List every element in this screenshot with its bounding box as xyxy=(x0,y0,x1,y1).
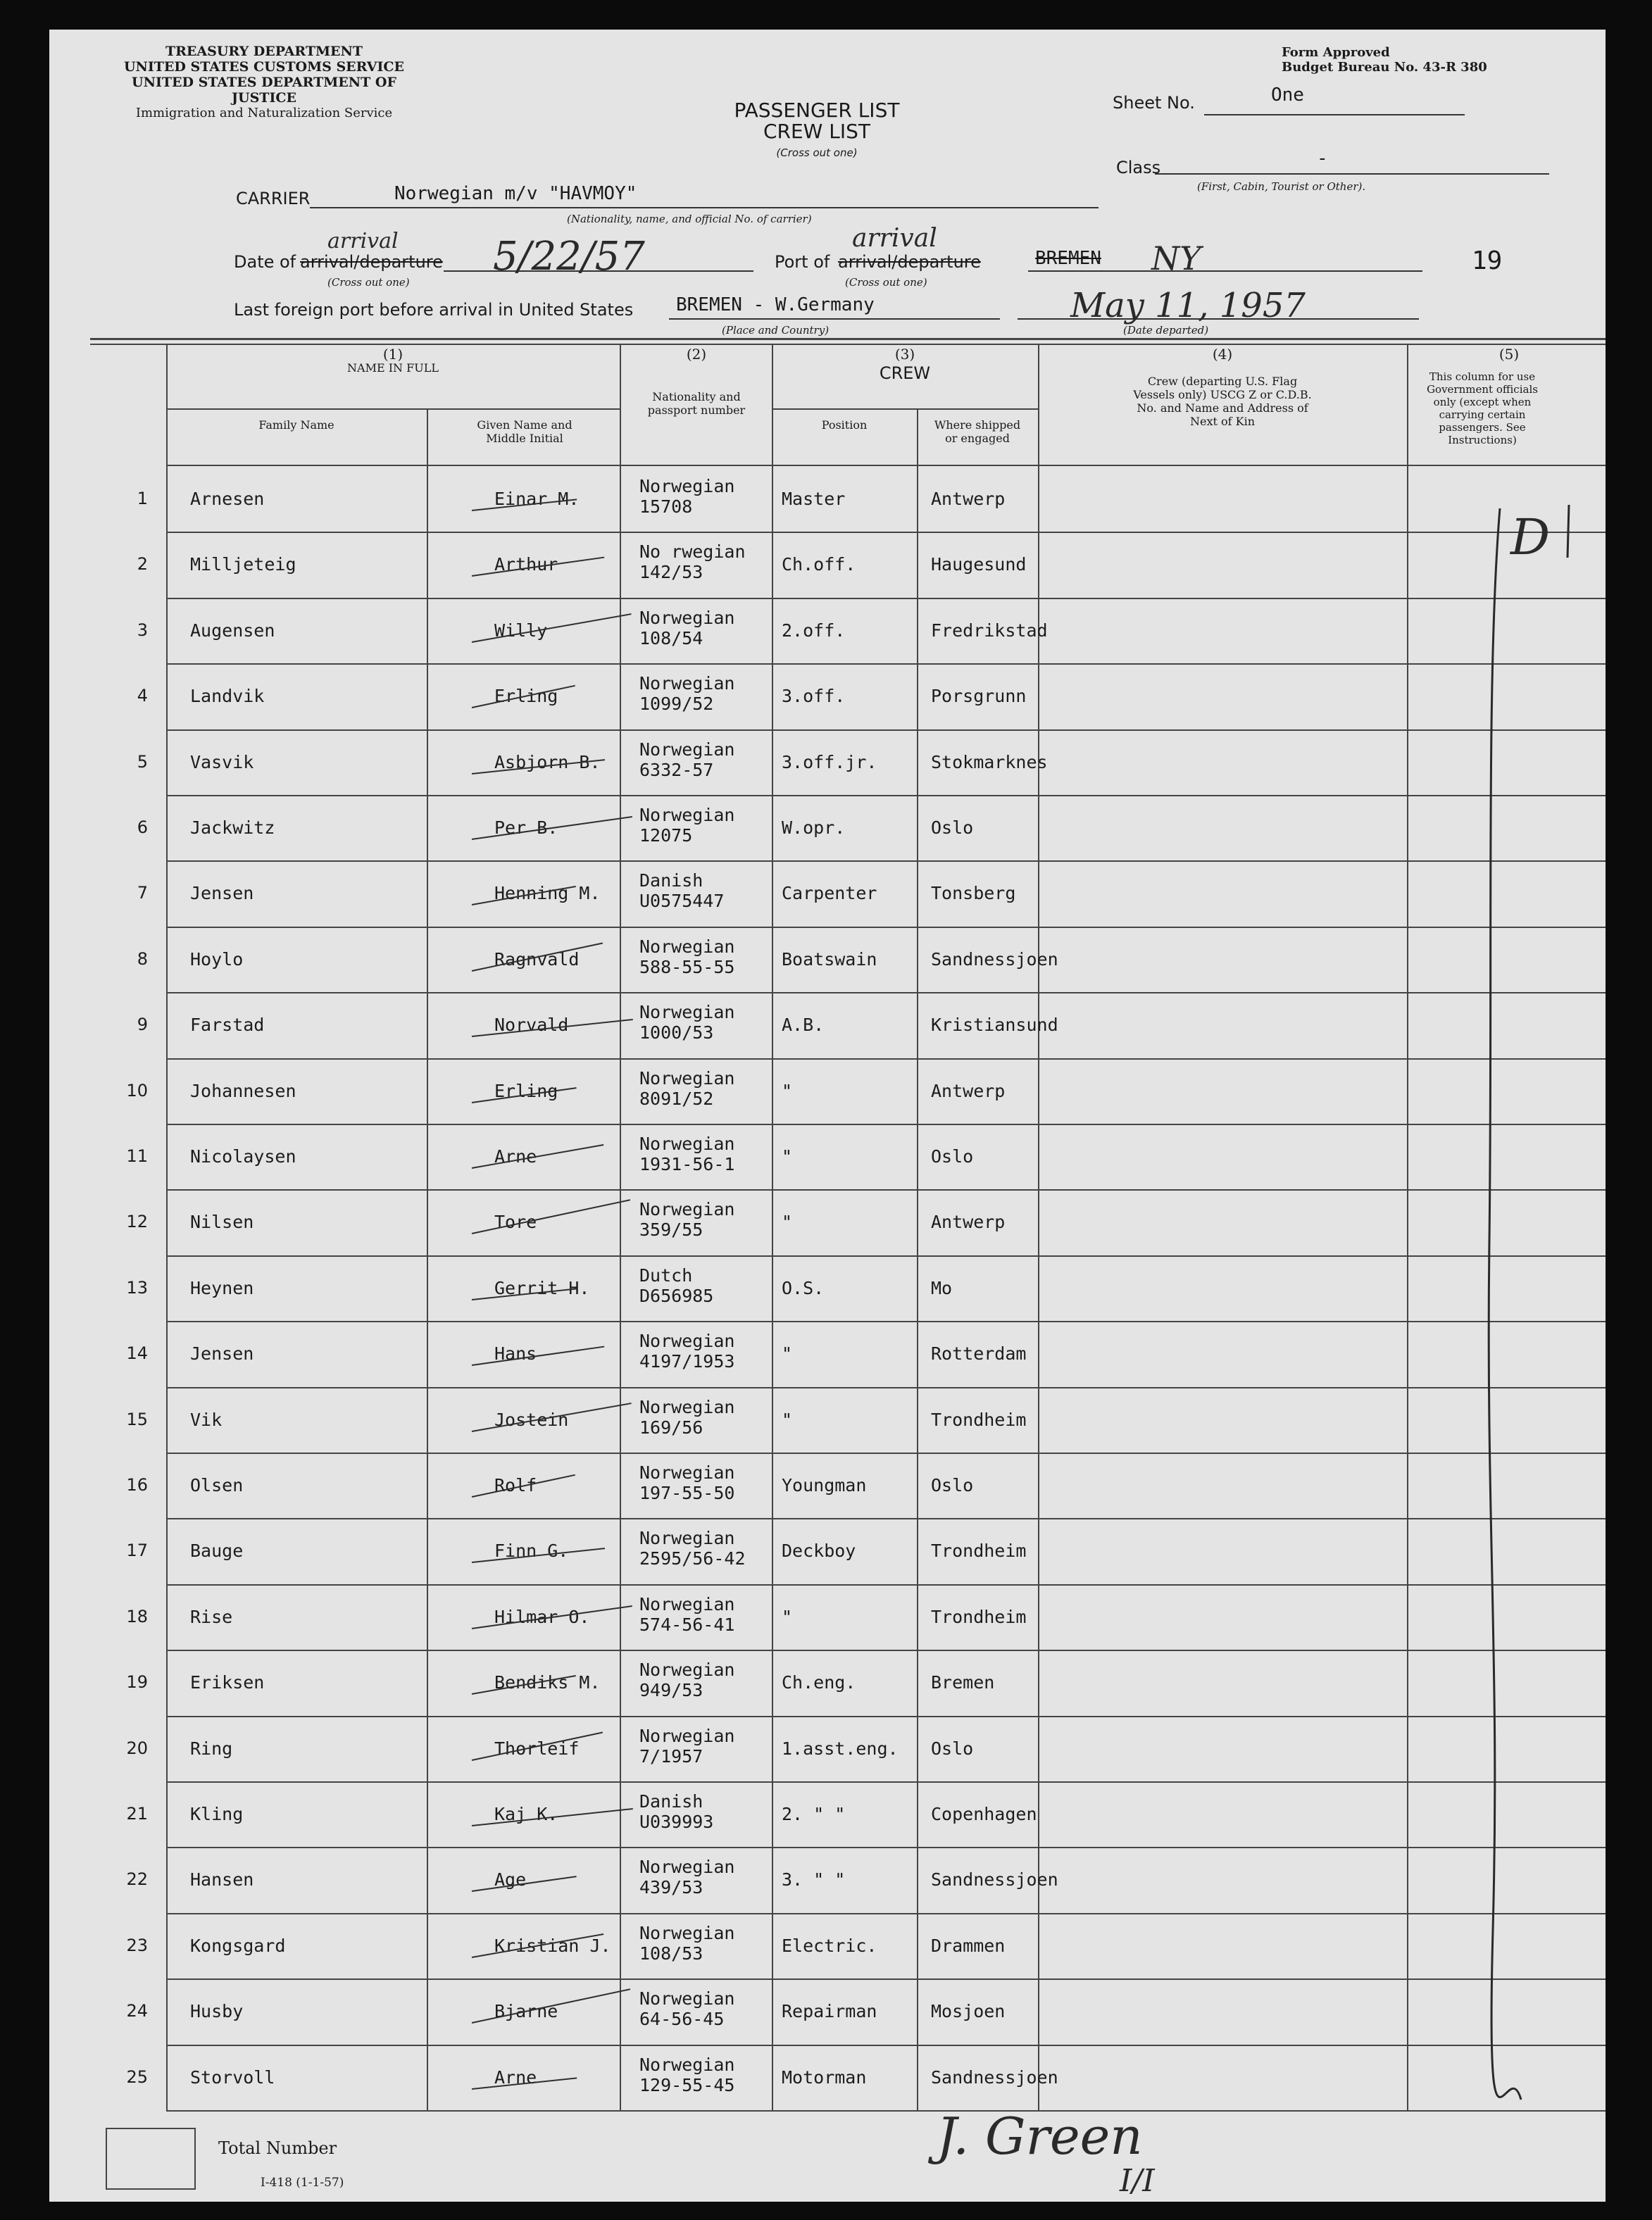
family-name-cell: Heynen xyxy=(190,1277,254,1298)
carrier-value: Norwegian m/v "HAVMOY" xyxy=(394,183,637,204)
passport-number-cell: 588-55-55 xyxy=(639,956,735,977)
carrier-label: CARRIER xyxy=(236,189,311,208)
agency-line-4: Immigration and Naturalization Service xyxy=(135,106,393,120)
where-shipped-cell: Trondheim xyxy=(931,1409,1027,1430)
col-divider-kin xyxy=(1407,344,1408,2111)
position-cell: Electric. xyxy=(782,1935,877,1956)
where-shipped-cell: Antwerp xyxy=(931,1212,1006,1233)
nationality-cell: Danish xyxy=(639,1791,703,1812)
where-shipped-cell: Trondheim xyxy=(931,1541,1027,1562)
col-nat-number xyxy=(621,348,772,362)
nationality-cell: No rwegian xyxy=(639,541,746,563)
family-name-cell: Ring xyxy=(190,1738,233,1759)
given-name-cell: Rolf xyxy=(494,1475,537,1495)
row-rule xyxy=(166,1387,1606,1388)
family-name-cell: Husby xyxy=(190,2001,244,2022)
family-name-cell: Farstad xyxy=(190,1015,265,1036)
nationality-cell: Norwegian xyxy=(639,2054,735,2075)
position-cell: 3.off. xyxy=(782,686,846,707)
passport-number-cell: 108/54 xyxy=(639,627,703,648)
col-nat-num: (2) xyxy=(686,346,707,363)
passport-number-cell: 1099/52 xyxy=(639,694,714,715)
nationality-cell: Norwegian xyxy=(639,739,735,760)
given-name-cell: Jostein xyxy=(494,1409,569,1430)
position-cell: Youngman xyxy=(782,1475,867,1495)
col-crew-number: (3) xyxy=(894,346,915,363)
title-passenger-list: PASSENGER LIST xyxy=(734,99,900,122)
col-given-header: Given Name and Middle Initial xyxy=(477,418,572,445)
row-rule xyxy=(166,1781,1606,1783)
crew-subhead-rule xyxy=(772,408,1038,410)
family-name-cell: Milljeteig xyxy=(190,554,296,575)
where-shipped-cell: Rotterdam xyxy=(931,1343,1027,1365)
name-subhead-rule xyxy=(166,408,620,410)
given-name-cell: Henning M. xyxy=(494,883,601,904)
row-rule xyxy=(166,1716,1606,1717)
where-shipped-cell: Tonsberg xyxy=(931,883,1016,904)
where-shipped-cell: Oslo xyxy=(931,1146,974,1167)
form-approved-line-2: Budget Bureau No. 43-R 380 xyxy=(1282,60,1487,75)
col-divider-nat xyxy=(772,344,773,2111)
signature-initials: I/I xyxy=(1120,2163,1155,2199)
sheet-no-value: One xyxy=(1271,84,1304,106)
table-top-rule xyxy=(90,338,1606,340)
position-cell: 2.off. xyxy=(782,620,846,641)
given-name-cell: Thorleif xyxy=(494,1738,580,1759)
given-name-cell: Bjarne xyxy=(494,2001,558,2022)
form-approved-block xyxy=(1282,45,1487,75)
check-mark xyxy=(472,1144,603,1169)
given-name-cell: Arne xyxy=(494,1146,537,1167)
row-number: 4 xyxy=(137,686,148,706)
page-number: 19 xyxy=(1472,246,1503,275)
family-name-cell: Rise xyxy=(190,1606,233,1627)
passport-number-cell: 15708 xyxy=(639,496,693,517)
where-shipped-cell: Mosjoen xyxy=(931,2001,1006,2022)
position-cell: 2. " " xyxy=(782,1804,846,1824)
sheet-no-label: Sheet No. xyxy=(1113,93,1195,113)
nationality-cell: Norwegian xyxy=(639,1593,735,1614)
passport-number-cell: 142/53 xyxy=(639,562,703,583)
given-name-cell: Erling xyxy=(494,1080,558,1101)
position-cell: " xyxy=(782,1212,793,1233)
row-rule xyxy=(166,1124,1606,1125)
given-name-cell: Hans xyxy=(494,1343,537,1365)
port-underline xyxy=(1028,270,1422,272)
col-kin-number xyxy=(1038,348,1407,362)
port-note: (Cross out one) xyxy=(845,276,927,289)
given-name-cell: Kaj K. xyxy=(494,1804,558,1824)
passport-number-cell: 6332-57 xyxy=(639,759,714,780)
passport-number-cell: 7/1957 xyxy=(639,1745,703,1767)
row-number: 21 xyxy=(126,1804,148,1824)
row-rule xyxy=(166,663,1606,665)
where-shipped-cell: Kristiansund xyxy=(931,1015,1058,1036)
row-number: 18 xyxy=(126,1606,148,1626)
date-handwritten-value: 5/22/57 xyxy=(493,234,645,280)
row-rule xyxy=(166,2045,1606,2046)
col-divider-shipped xyxy=(1038,344,1039,2111)
row-rule xyxy=(166,1189,1606,1191)
row-rule xyxy=(166,927,1606,928)
port-handwritten-word: arrival xyxy=(852,224,937,253)
position-cell: " xyxy=(782,1409,793,1430)
row-rule xyxy=(166,729,1606,731)
passport-number-cell: D656985 xyxy=(639,1285,714,1306)
given-name-cell: Asbjorn B. xyxy=(494,751,601,772)
family-name-cell: Jensen xyxy=(190,1343,254,1365)
nationality-cell: Norwegian xyxy=(639,936,735,957)
row-rule xyxy=(166,1978,1606,1980)
given-name-cell: Bendiks M. xyxy=(494,1672,601,1693)
table-top-rule-2 xyxy=(90,344,1606,345)
form-title xyxy=(655,100,979,163)
class-label: Class xyxy=(1116,158,1161,177)
col-shipped-header: Where shipped or engaged xyxy=(934,418,1021,445)
where-shipped-cell: Sandnessjoen xyxy=(931,1869,1058,1890)
agency-line-2: UNITED STATES CUSTOMS SERVICE xyxy=(123,59,405,75)
family-name-cell: Storvoll xyxy=(190,2067,275,2088)
where-shipped-cell: Fredrikstad xyxy=(931,620,1048,641)
where-shipped-cell: Stokmarknes xyxy=(931,751,1048,772)
col-official-header: This column for use Government officials only (except when carrying certain passengers. See Instructions) xyxy=(1427,370,1538,446)
passport-number-cell: 8091/52 xyxy=(639,1088,714,1109)
sheet-no-underline xyxy=(1204,114,1465,115)
last-port-label: Last foreign port before arrival in United States xyxy=(234,300,634,320)
given-name-cell: Gerrit H. xyxy=(494,1277,590,1298)
position-cell: A.B. xyxy=(782,1015,825,1036)
col-divider-given xyxy=(620,344,621,2111)
position-cell: O.S. xyxy=(782,1277,825,1298)
where-shipped-cell: Bremen xyxy=(931,1672,995,1693)
row-rule xyxy=(166,1058,1606,1060)
passport-number-cell: 949/53 xyxy=(639,1680,703,1701)
col-crew-title: CREW xyxy=(879,363,931,383)
position-cell: " xyxy=(782,1146,793,1167)
nationality-cell: Norwegian xyxy=(639,476,735,496)
title-note: (Cross out one) xyxy=(776,146,858,159)
row-number: 12 xyxy=(126,1212,148,1232)
position-cell: 3.off.jr. xyxy=(782,751,877,772)
nationality-cell: Dutch xyxy=(639,1265,693,1286)
nationality-cell: Norwegian xyxy=(639,1331,735,1352)
row-rule xyxy=(166,795,1606,796)
total-number-label: Total Number xyxy=(218,2138,337,2158)
passport-number-cell: 574-56-41 xyxy=(639,1614,735,1635)
row-number: 19 xyxy=(126,1672,148,1693)
row-number: 9 xyxy=(137,1015,148,1035)
family-name-cell: Vik xyxy=(190,1409,223,1430)
row-number: 11 xyxy=(126,1146,148,1166)
nationality-cell: Norwegian xyxy=(639,1134,735,1154)
family-name-cell: Nicolaysen xyxy=(190,1146,296,1167)
class-underline xyxy=(1155,173,1549,175)
nationality-cell: Danish xyxy=(639,870,703,891)
row-rule xyxy=(166,860,1606,862)
row-number: 17 xyxy=(126,1541,148,1561)
date-label: Date of xyxy=(234,252,296,272)
position-cell: Boatswain xyxy=(782,948,877,970)
passport-number-cell: U039993 xyxy=(639,1812,714,1832)
family-name-cell: Nilsen xyxy=(190,1212,254,1233)
row-rule xyxy=(166,1255,1606,1257)
position-cell: 3. " " xyxy=(782,1869,846,1890)
nationality-cell: Norwegian xyxy=(639,1396,735,1417)
position-cell: Motorman xyxy=(782,2067,867,2088)
row-number: 14 xyxy=(126,1343,148,1364)
col-position-header: Position xyxy=(821,418,868,432)
family-name-cell: Johannesen xyxy=(190,1080,296,1101)
family-name-cell: Bauge xyxy=(190,1541,244,1562)
col-crew-header xyxy=(772,348,1038,385)
last-port-underline xyxy=(669,318,1000,320)
date-struck-text: arrival/departure xyxy=(300,252,443,272)
col-name-header xyxy=(166,348,620,375)
where-shipped-cell: Copenhagen xyxy=(931,1804,1037,1824)
margin-bracket-mark xyxy=(1451,466,1563,2107)
passport-number-cell: 64-56-45 xyxy=(639,2009,725,2030)
given-name-cell: Hilmar O. xyxy=(494,1606,590,1627)
nationality-cell: Norwegian xyxy=(639,1067,735,1089)
margin-stroke-mark xyxy=(1562,501,1576,565)
signature: J. Green xyxy=(937,2107,1143,2166)
last-port-value: BREMEN - W.Germany xyxy=(676,294,875,315)
nationality-cell: Norwegian xyxy=(639,805,735,825)
family-name-cell: Olsen xyxy=(190,1475,244,1495)
family-name-cell: Jackwitz xyxy=(190,817,275,838)
nationality-cell: Norwegian xyxy=(639,1199,735,1220)
given-name-cell: Willy xyxy=(494,620,548,641)
port-struck-value: BREMEN xyxy=(1035,248,1101,269)
col-name-title: NAME IN FULL xyxy=(347,361,439,375)
position-cell: Ch.off. xyxy=(782,554,856,575)
crew-list-form xyxy=(49,30,1606,2202)
col-family-header: Family Name xyxy=(258,418,334,432)
col-kin-num: (4) xyxy=(1212,346,1233,363)
row-rule xyxy=(166,1847,1606,1848)
family-name-cell: Landvik xyxy=(190,686,265,707)
row-number: 15 xyxy=(126,1409,148,1429)
agency-block xyxy=(99,44,430,121)
nationality-cell: Norwegian xyxy=(639,607,735,628)
row-rule xyxy=(166,1453,1606,1454)
row-number: 2 xyxy=(137,554,148,575)
where-shipped-cell: Drammen xyxy=(931,1935,1006,1956)
passport-number-cell: 4197/1953 xyxy=(639,1351,735,1372)
col-official-number xyxy=(1407,348,1606,362)
where-shipped-cell: Oslo xyxy=(931,1475,974,1495)
family-name-cell: Jensen xyxy=(190,883,254,904)
passport-number-cell: 359/55 xyxy=(639,1219,703,1241)
agency-line-3: UNITED STATES DEPARTMENT OF JUSTICE xyxy=(132,75,396,106)
nationality-cell: Norwegian xyxy=(639,1660,735,1681)
passport-number-cell: 2595/56-42 xyxy=(639,1548,746,1569)
nationality-cell: Norwegian xyxy=(639,1988,735,2009)
position-cell: Repairman xyxy=(782,2001,877,2022)
where-shipped-cell: Mo xyxy=(931,1277,953,1298)
family-name-cell: Arnesen xyxy=(190,489,265,509)
passport-number-cell: 12075 xyxy=(639,825,693,846)
given-name-cell: Arne xyxy=(494,2067,537,2088)
position-cell: " xyxy=(782,1080,793,1101)
position-cell: Deckboy xyxy=(782,1541,856,1562)
where-shipped-cell: Antwerp xyxy=(931,489,1006,509)
passport-number-cell: 108/53 xyxy=(639,1943,703,1964)
col-kin-header: Crew (departing U.S. Flag Vessels only) USCG Z or C.D.B. No. and Name and Address of Next of Kin xyxy=(1133,375,1312,428)
passport-number-cell: 169/56 xyxy=(639,1417,703,1438)
row-rule xyxy=(166,1913,1606,1914)
position-cell: Master xyxy=(782,489,846,509)
passport-number-cell: U0575447 xyxy=(639,891,725,912)
row-rule xyxy=(166,1584,1606,1586)
position-cell: Carpenter xyxy=(782,883,877,904)
form-approved-line-1: Form Approved xyxy=(1282,45,1390,60)
title-crew-list: CREW LIST xyxy=(763,120,871,143)
given-name-cell: Norvald xyxy=(494,1015,569,1036)
form-number: I-418 (1-1-57) xyxy=(261,2176,344,2190)
row-rule xyxy=(166,2110,1606,2112)
header-bottom-rule xyxy=(166,465,1606,466)
port-handwritten-value: NY xyxy=(1151,239,1201,277)
row-rule xyxy=(166,992,1606,993)
where-shipped-cell: Haugesund xyxy=(931,554,1027,575)
where-shipped-cell: Sandnessjoen xyxy=(931,2067,1058,2088)
margin-d-mark: D xyxy=(1510,508,1551,566)
row-number: 7 xyxy=(137,883,148,903)
given-name-cell: Arthur xyxy=(494,554,558,575)
nationality-cell: Norwegian xyxy=(639,1857,735,1878)
where-shipped-cell: Antwerp xyxy=(931,1080,1006,1101)
family-name-cell: Augensen xyxy=(190,620,275,641)
date-departed-note: (Date departed) xyxy=(1123,324,1209,337)
check-mark xyxy=(472,1346,604,1366)
row-number: 25 xyxy=(126,2067,148,2087)
position-cell: 1.asst.eng. xyxy=(782,1738,899,1759)
where-shipped-cell: Porsgrunn xyxy=(931,686,1027,707)
carrier-note: (Nationality, name, and official No. of carrier) xyxy=(567,213,812,225)
row-number: 13 xyxy=(126,1277,148,1298)
passport-number-cell: 439/53 xyxy=(639,1877,703,1898)
row-number: 10 xyxy=(126,1080,148,1100)
row-number: 22 xyxy=(126,1869,148,1890)
passport-number-cell: 197-55-50 xyxy=(639,1483,735,1503)
position-cell: Ch.eng. xyxy=(782,1672,856,1693)
row-number: 24 xyxy=(126,2001,148,2021)
row-rule xyxy=(166,1518,1606,1519)
position-cell: " xyxy=(782,1343,793,1365)
col-name-number: (1) xyxy=(382,346,403,363)
given-name-cell: Tore xyxy=(494,1212,537,1233)
nationality-cell: Norwegian xyxy=(639,673,735,694)
given-name-cell: Kristian J. xyxy=(494,1935,611,1956)
date-note: (Cross out one) xyxy=(327,276,410,289)
col-official-num: (5) xyxy=(1498,346,1520,363)
date-handwritten-word: arrival xyxy=(327,229,399,253)
last-port-note: (Place and Country) xyxy=(722,324,830,337)
position-cell: W.opr. xyxy=(782,817,846,838)
family-name-cell: Kongsgard xyxy=(190,1935,286,1956)
nationality-cell: Norwegian xyxy=(639,1725,735,1746)
row-number: 8 xyxy=(137,948,148,969)
position-cell: " xyxy=(782,1606,793,1627)
family-name-cell: Hansen xyxy=(190,1869,254,1890)
where-shipped-cell: Trondheim xyxy=(931,1606,1027,1627)
row-number: 20 xyxy=(126,1738,148,1758)
family-name-cell: Hoylo xyxy=(190,948,244,970)
given-name-cell: Erling xyxy=(494,686,558,707)
row-number: 6 xyxy=(137,817,148,837)
given-name-cell: Finn G. xyxy=(494,1541,569,1562)
family-name-cell: Eriksen xyxy=(190,1672,265,1693)
col-divider-num xyxy=(166,344,168,2111)
passport-number-cell: 1000/53 xyxy=(639,1022,714,1043)
where-shipped-cell: Oslo xyxy=(931,1738,974,1759)
given-name-cell: Einar M. xyxy=(494,489,580,509)
col-nat-header: Nationality and passport number xyxy=(647,390,746,417)
row-number: 1 xyxy=(137,489,148,508)
total-number-box xyxy=(106,2128,196,2190)
row-rule xyxy=(166,1650,1606,1651)
given-name-cell: Age xyxy=(494,1869,527,1890)
row-rule xyxy=(166,598,1606,599)
carrier-underline xyxy=(310,207,1099,208)
row-number: 3 xyxy=(137,620,148,640)
family-name-cell: Vasvik xyxy=(190,751,254,772)
nationality-cell: Norwegian xyxy=(639,1462,735,1483)
row-number: 16 xyxy=(126,1475,148,1495)
row-number: 5 xyxy=(137,751,148,772)
nationality-cell: Norwegian xyxy=(639,1922,735,1943)
given-name-cell: Ragnvald xyxy=(494,948,580,970)
row-rule xyxy=(166,532,1606,533)
row-rule xyxy=(166,1321,1606,1322)
port-label: Port of xyxy=(775,252,830,272)
where-shipped-cell: Sandnessjoen xyxy=(931,948,1058,970)
class-value: - xyxy=(1317,148,1328,169)
passport-number-cell: 129-55-45 xyxy=(639,2074,735,2095)
nationality-cell: Norwegian xyxy=(639,1528,735,1549)
port-struck-text: arrival/departure xyxy=(838,252,981,272)
class-note: (First, Cabin, Tourist or Other). xyxy=(1197,180,1366,193)
date-departed-value: May 11, 1957 xyxy=(1070,286,1306,325)
passport-number-cell: 1931-56-1 xyxy=(639,1154,735,1174)
given-name-cell: Per B. xyxy=(494,817,558,838)
nationality-cell: Norwegian xyxy=(639,1002,735,1023)
family-name-cell: Kling xyxy=(190,1804,244,1824)
row-number: 23 xyxy=(126,1935,148,1955)
agency-line-1: TREASURY DEPARTMENT xyxy=(165,44,363,59)
where-shipped-cell: Oslo xyxy=(931,817,974,838)
